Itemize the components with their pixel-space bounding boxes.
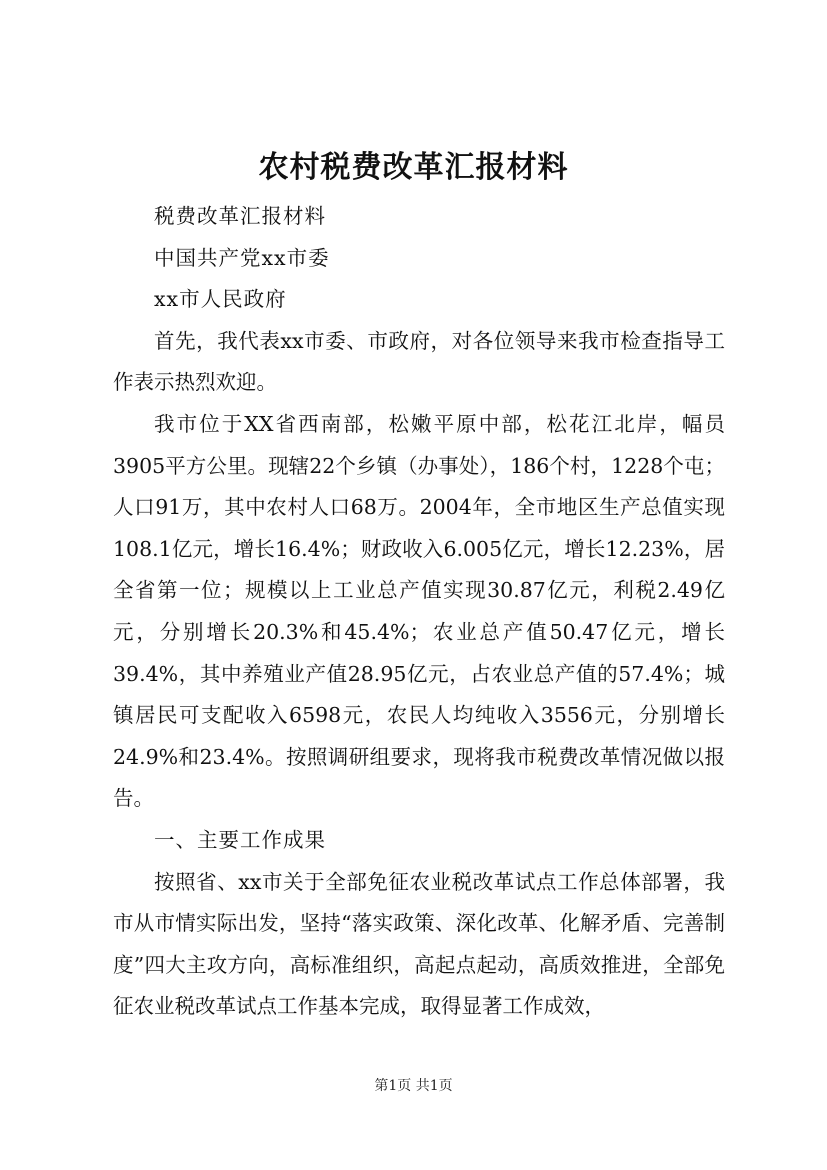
paragraph-welcome: 首先，我代表xx市委、市政府，对各位领导来我市检查指导工作表示热烈欢迎。 <box>113 328 725 395</box>
author-line-party-committee: 中国共产党xx市委 <box>154 245 330 270</box>
document-title: 农村税费改革汇报材料 <box>258 150 569 185</box>
paragraph-reform-deployment: 按照省、xx市关于全部免征农业税改革试点工作总体部署，我市从市情实际出发，坚持“落实政策、深化改革、化解矛盾、完善制度”四大主攻方向，高标准组织，高起点起动，高质效推进，全部免征农业税改革试点工作基本完成，取得显著工作成效， <box>113 869 725 1019</box>
page-footer: 第1页 共1页 <box>374 1078 453 1094</box>
paragraph-city-overview: 我市位于XX省西南部，松嫩平原中部，松花江北岸，幅员3905平方公里。现辖22个乡镇（办事处），186个村，1228个屯；人口91万，其中农村人口68万。2004年，全市地区生产总值实现108.1亿元，增长16.4%；财政收入6.005亿元，增长12.23%，居全省第一位；规模以上工业总产值实现30.87亿元，利税2.49亿元，分别增长20.3%和45.4%；农业总产值50.47亿元，增长39.4%，其中养殖业产值28.95亿元，占农业总产值的57.4%；城镇居民可支配收入6598元，农民人均纯收入3556元，分别增长24.9%和23.4%。按照调研组要求，现将我市税费改革情况做以报告。 <box>113 411 725 811</box>
subtitle-line: 税费改革汇报材料 <box>154 204 326 228</box>
section-heading-main-results: 一、主要工作成果 <box>154 827 326 852</box>
document-body <box>113 196 725 1028</box>
author-line-government: xx市人民政府 <box>154 287 287 312</box>
